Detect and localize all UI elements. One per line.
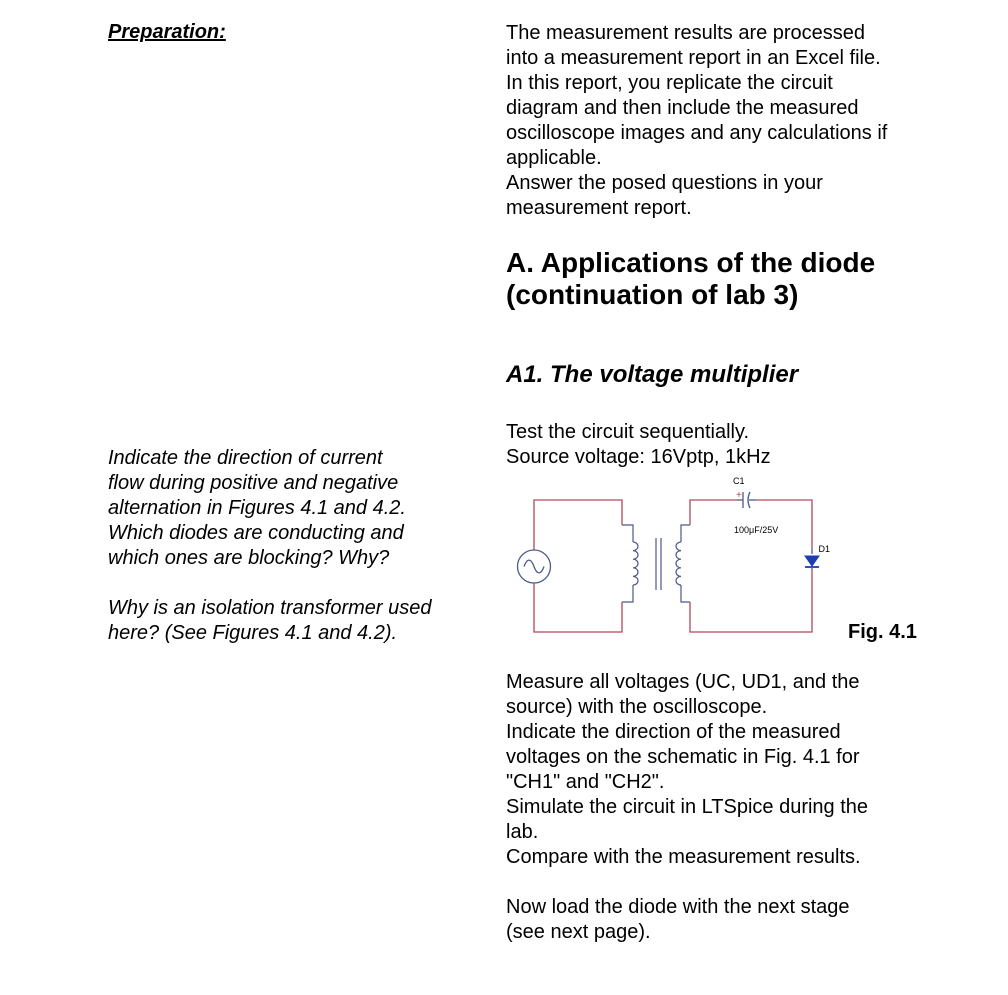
intro-line: into a measurement report in an Excel file. [506,47,881,69]
test-line: Source voltage: 16Vptp, 1kHz [506,446,771,468]
measure-line: "CH1" and "CH2". [506,771,665,793]
intro-line: diagram and then include the measured [506,97,859,119]
measurement-instructions [506,670,946,870]
note1-line: alternation in Figures 4.1 and 4.2. [108,497,406,519]
subsection-heading: A1. The voltage multiplier [506,361,799,388]
note1-line: Indicate the direction of current [108,447,383,469]
preparation-note-current-flow [108,446,488,571]
diode-d1-icon [805,548,819,570]
figure-caption: Fig. 4.1 [848,621,917,643]
intro-line: In this report, you replicate the circuit [506,72,833,94]
section-heading [506,247,946,311]
load-instructions [506,895,946,945]
measure-line: lab. [506,821,539,843]
capacitor-value-label: 100μF/25V [734,525,779,535]
diode-name-label: D1 [818,544,830,554]
test-instructions [506,420,946,470]
note1-line: which ones are blocking? Why? [108,547,390,569]
measure-line: voltages on the schematic in Fig. 4.1 for [506,746,860,768]
note2-line: Why is an isolation transformer used [108,597,432,619]
note2-line: here? (See Figures 4.1 and 4.2). [108,622,398,644]
wire-secondary-top-left [690,500,737,525]
ac-source-icon [518,550,551,583]
wire-source-bottom [534,583,622,632]
measure-line: Compare with the measurement results. [506,846,861,868]
preparation-note-isolation [108,596,488,646]
wire-secondary-bottom [690,570,812,632]
intro-paragraph [506,21,946,221]
load-line: (see next page). [506,921,651,943]
wire-secondary-top-right [756,500,812,548]
measure-line: source) with the oscilloscope. [506,696,768,718]
load-line: Now load the diode with the next stage [506,896,850,918]
preparation-heading: Preparation: [108,21,226,43]
intro-line: applicable. [506,147,602,169]
test-line: Test the circuit sequentially. [506,421,750,443]
measure-line: Measure all voltages (UC, UD1, and the [506,671,860,693]
measure-line: Indicate the direction of the measured [506,721,841,743]
capacitor-plus-label: + [736,490,742,501]
wire-source-top [534,500,622,550]
capacitor-name-label: C1 [733,476,745,486]
section-heading-line: (continuation of lab 3) [506,279,799,310]
voltage-multiplier-schematic [500,470,830,640]
intro-line: oscilloscope images and any calculations if [506,122,888,144]
isolation-transformer-icon [622,525,690,602]
intro-line: measurement report. [506,197,692,219]
note1-line: flow during positive and negative [108,472,399,494]
intro-line: Answer the posed questions in your [506,172,823,194]
measure-line: Simulate the circuit in LTSpice during the [506,796,869,818]
note1-line: Which diodes are conducting and [108,522,404,544]
section-heading-line: A. Applications of the diode [506,247,876,278]
intro-line: The measurement results are processed [506,22,866,44]
